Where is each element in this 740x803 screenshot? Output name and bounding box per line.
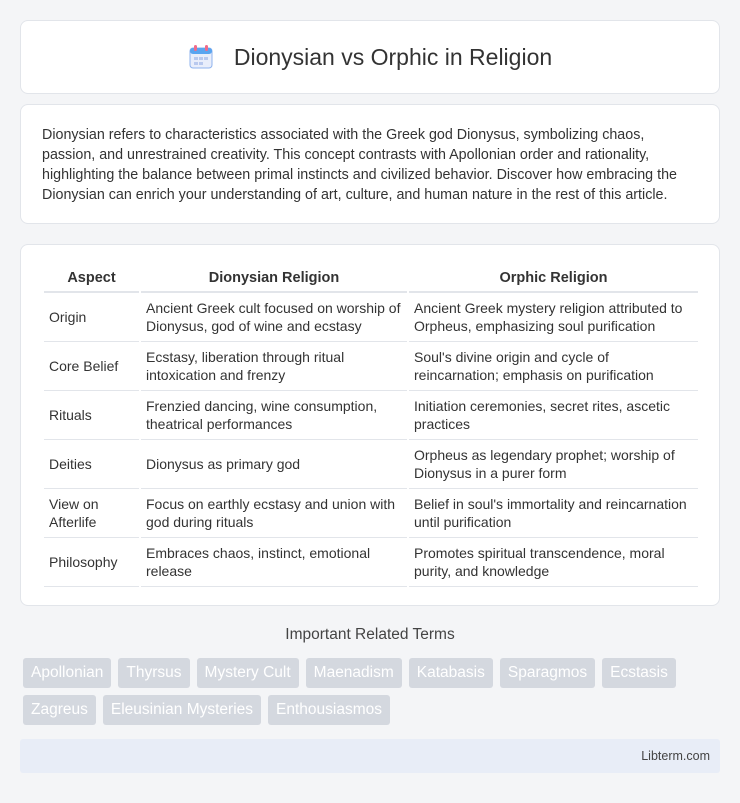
- table-row: [44, 391, 698, 440]
- intro-text: Dionysian refers to characteristics associated with the Greek god Dionysus, symbolizing chaos, passion, and unrestrained creativity. This concept contrasts with Apollonian order and rationality, highlighting the balance between primal instincts and civilized behavior. Discover how embracing the Dionysian can enrich your understanding of art, culture, and human nature in the rest of this article.: [42, 127, 677, 203]
- table-row: [44, 440, 698, 489]
- table-cell: Orpheus as legendary prophet; worship of Dionysus in a purer form: [409, 440, 698, 489]
- table-cell: Initiation ceremonies, secret rites, ascetic practices: [409, 391, 698, 440]
- table-cell: Ancient Greek mystery religion attributed to Orpheus, emphasizing soul purification: [409, 293, 698, 342]
- header-card: [20, 20, 720, 94]
- table-cell: Ancient Greek cult focused on worship of Dionysus, god of wine and ecstasy: [141, 293, 407, 342]
- comparison-table-card: [20, 244, 720, 606]
- related-term-tag[interactable]: Zagreus: [23, 695, 96, 725]
- table-row: [44, 538, 698, 587]
- footer-brand-link[interactable]: Libterm.com: [641, 749, 710, 763]
- intro-card: [20, 104, 720, 224]
- comparison-table: [42, 265, 700, 587]
- calendar-icon: [188, 44, 214, 70]
- related-term-tag[interactable]: Enthousiasmos: [268, 695, 390, 725]
- related-terms-list: [23, 658, 723, 732]
- related-term-tag[interactable]: Thyrsus: [118, 658, 189, 688]
- related-term-tag[interactable]: Apollonian: [23, 658, 111, 688]
- related-term-tag[interactable]: Katabasis: [409, 658, 493, 688]
- table-row: [44, 293, 698, 342]
- related-term-tag[interactable]: Ecstasis: [602, 658, 676, 688]
- column-header: Aspect: [44, 265, 139, 293]
- related-term-tag[interactable]: Mystery Cult: [197, 658, 299, 688]
- table-row: [44, 342, 698, 391]
- table-cell: Deities: [44, 440, 139, 489]
- table-cell: Origin: [44, 293, 139, 342]
- table-header-row: [44, 265, 698, 293]
- table-row: [44, 489, 698, 538]
- page-title: Dionysian vs Orphic in Religion: [233, 43, 553, 70]
- related-term-tag[interactable]: Sparagmos: [500, 658, 595, 688]
- table-cell: Philosophy: [44, 538, 139, 587]
- table-cell: Embraces chaos, instinct, emotional release: [141, 538, 407, 587]
- table-cell: Rituals: [44, 391, 139, 440]
- related-term-tag[interactable]: Eleusinian Mysteries: [103, 695, 261, 725]
- table-cell: Core Belief: [44, 342, 139, 391]
- table-cell: Promotes spiritual transcendence, moral purity, and knowledge: [409, 538, 698, 587]
- column-header: Orphic Religion: [409, 265, 698, 293]
- table-cell: Dionysus as primary god: [141, 440, 407, 489]
- table-cell: Belief in soul's immortality and reincarnation until purification: [409, 489, 698, 538]
- table-cell: Focus on earthly ecstasy and union with god during rituals: [141, 489, 407, 538]
- table-cell: Frenzied dancing, wine consumption, theatrical performances: [141, 391, 407, 440]
- related-term-tag[interactable]: Maenadism: [306, 658, 402, 688]
- footer: [20, 739, 720, 773]
- table-cell: Soul's divine origin and cycle of reincarnation; emphasis on purification: [409, 342, 698, 391]
- table-cell: View on Afterlife: [44, 489, 139, 538]
- column-header: Dionysian Religion: [141, 265, 407, 293]
- table-cell: Ecstasy, liberation through ritual intoxication and frenzy: [141, 342, 407, 391]
- related-terms-title: Important Related Terms: [285, 626, 455, 643]
